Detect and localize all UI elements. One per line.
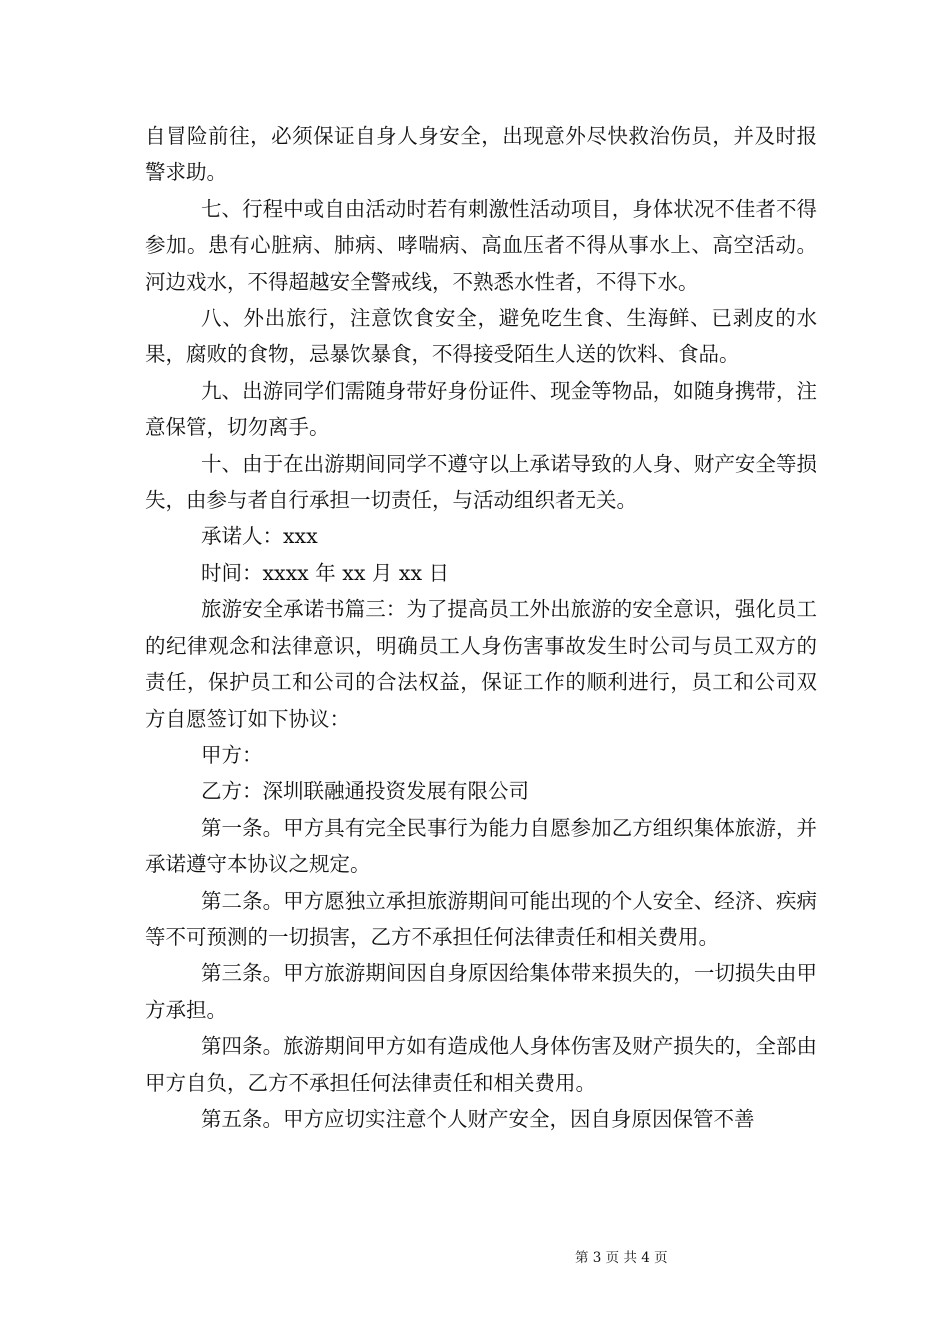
paragraph-5: 十、由于在出游期间同学不遵守以上承诺导致的人身、财产安全等损失，由参与者自行承担一切责任，与活动组织者无关。 [145,451,817,513]
paragraph-3: 八、外出旅行，注意饮食安全，避免吃生食、生海鲜、已剥皮的水果，腐败的食物，忌暴饮暴食，不得接受陌生人送的饮料、食品。 [145,306,817,367]
page-number-footer: 第 3 页 共 4 页 [575,1250,668,1266]
party-b-line: 乙方：深圳联融通投资发展有限公司 [201,779,529,804]
article-5: 第五条。甲方应切实注意个人财产安全，因自身原因保管不善 [201,1106,755,1131]
paragraph-intro-part3: 旅游安全承诺书篇三：为了提高员工外出旅游的安全意识，强化员工的纪律观念和法律意识，明确员工人身伤害事故发生时公司与员工双方的责任，保护员工和公司的合法权益，保证工作的顺利进行，员工和公司双方自愿签订如下协议： [145,597,817,731]
paragraph-2: 七、行程中或自由活动时若有刺激性活动项目，身体状况不佳者不得参加。患有心脏病、肺病、哮喘病、高血压者不得从事水上、高空活动。河边戏水，不得超越安全警戒线，不熟悉水性者，不得下水。 [145,196,817,294]
paragraph-4: 九、出游同学们需随身带好身份证件、现金等物品，如随身携带，注意保管，切勿离手。 [145,378,817,440]
article-3: 第三条。甲方旅游期间因自身原因给集体带来损失的，一切损失由甲方承担。 [145,961,817,1022]
document-body [145,118,817,1137]
date-line: 时间：xxxx 年 xx 月 xx 日 [201,560,450,585]
party-a-line: 甲方： [201,742,263,767]
article-1: 第一条。甲方具有完全民事行为能力自愿参加乙方组织集体旅游，并承诺遵守本协议之规定。 [145,815,817,877]
paragraph-1: 自冒险前往，必须保证自身人身安全，出现意外尽快救治伤员，并及时报警求助。 [145,124,817,185]
signatory-line: 承诺人：xxx [201,524,318,549]
article-2: 第二条。甲方愿独立承担旅游期间可能出现的个人安全、经济、疾病等不可预测的一切损害，乙方不承担任何法律责任和相关费用。 [145,888,817,949]
article-4: 第四条。旅游期间甲方如有造成他人身体伤害及财产损失的，全部由甲方自负，乙方不承担任何法律责任和相关费用。 [145,1034,817,1095]
